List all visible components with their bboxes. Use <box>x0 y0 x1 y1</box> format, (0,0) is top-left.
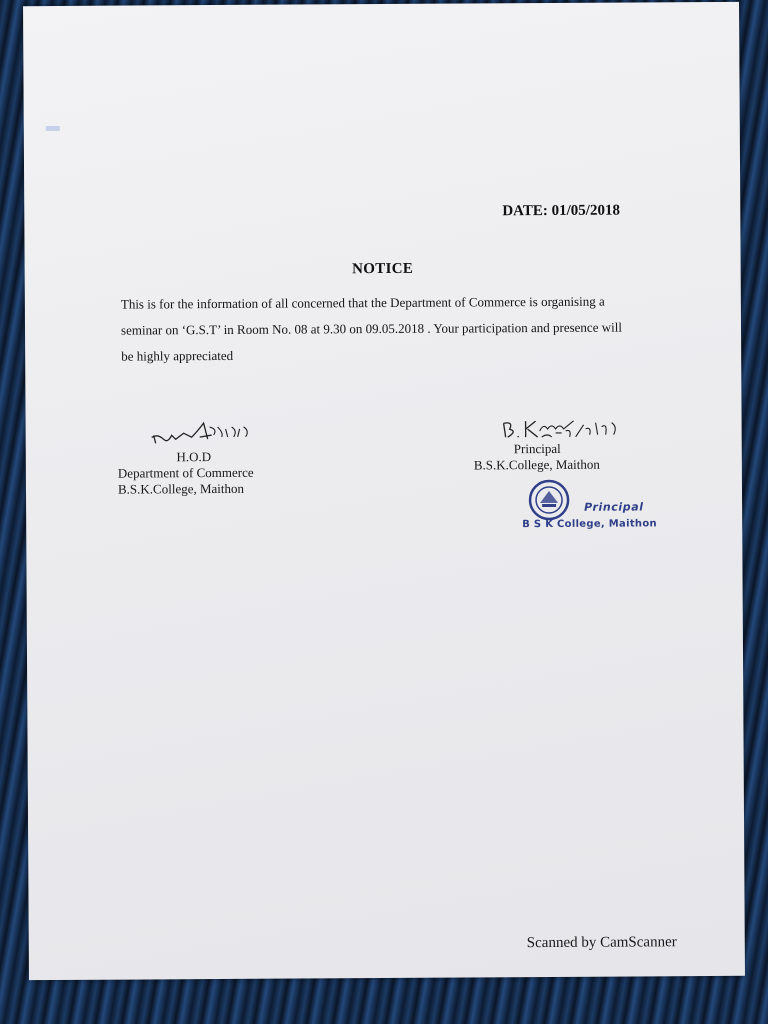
notice-body <box>121 288 661 369</box>
notice-date: DATE: 01/05/2018 <box>502 202 620 220</box>
hod-handwritten-signature <box>118 419 258 450</box>
ink-smudge <box>46 126 60 131</box>
hod-title: H.O.D <box>176 449 212 465</box>
stamp-title: Principal <box>584 500 644 514</box>
hod-department: Department of Commerce <box>117 464 254 481</box>
notice-body-line: seminar on ‘G.S.T’ in Room No. 08 at 9.30 on 09.05.2018 . Your participation and presence will <box>120 319 622 338</box>
notice-body-line: This is for the information of all concerned that the Department of Commerce is organising a <box>120 293 605 312</box>
college-seal-icon <box>528 479 570 521</box>
principal-title: Principal <box>513 440 561 457</box>
notice-body-line: be highly appreciated <box>121 347 234 364</box>
stamp-college: B S K College, Maithon <box>522 518 657 531</box>
hod-college: B.S.K.College, Maithon <box>117 480 245 497</box>
principal-stamp <box>522 476 682 537</box>
principal-handwritten-signature <box>446 408 646 441</box>
principal-college: B.S.K.College, Maithon <box>473 456 600 473</box>
scanner-watermark: Scanned by CamScanner <box>526 934 677 952</box>
notice-paper <box>23 2 745 980</box>
principal-signature-block <box>446 408 646 473</box>
hod-signature-block <box>118 419 298 498</box>
notice-title: NOTICE <box>352 260 414 278</box>
